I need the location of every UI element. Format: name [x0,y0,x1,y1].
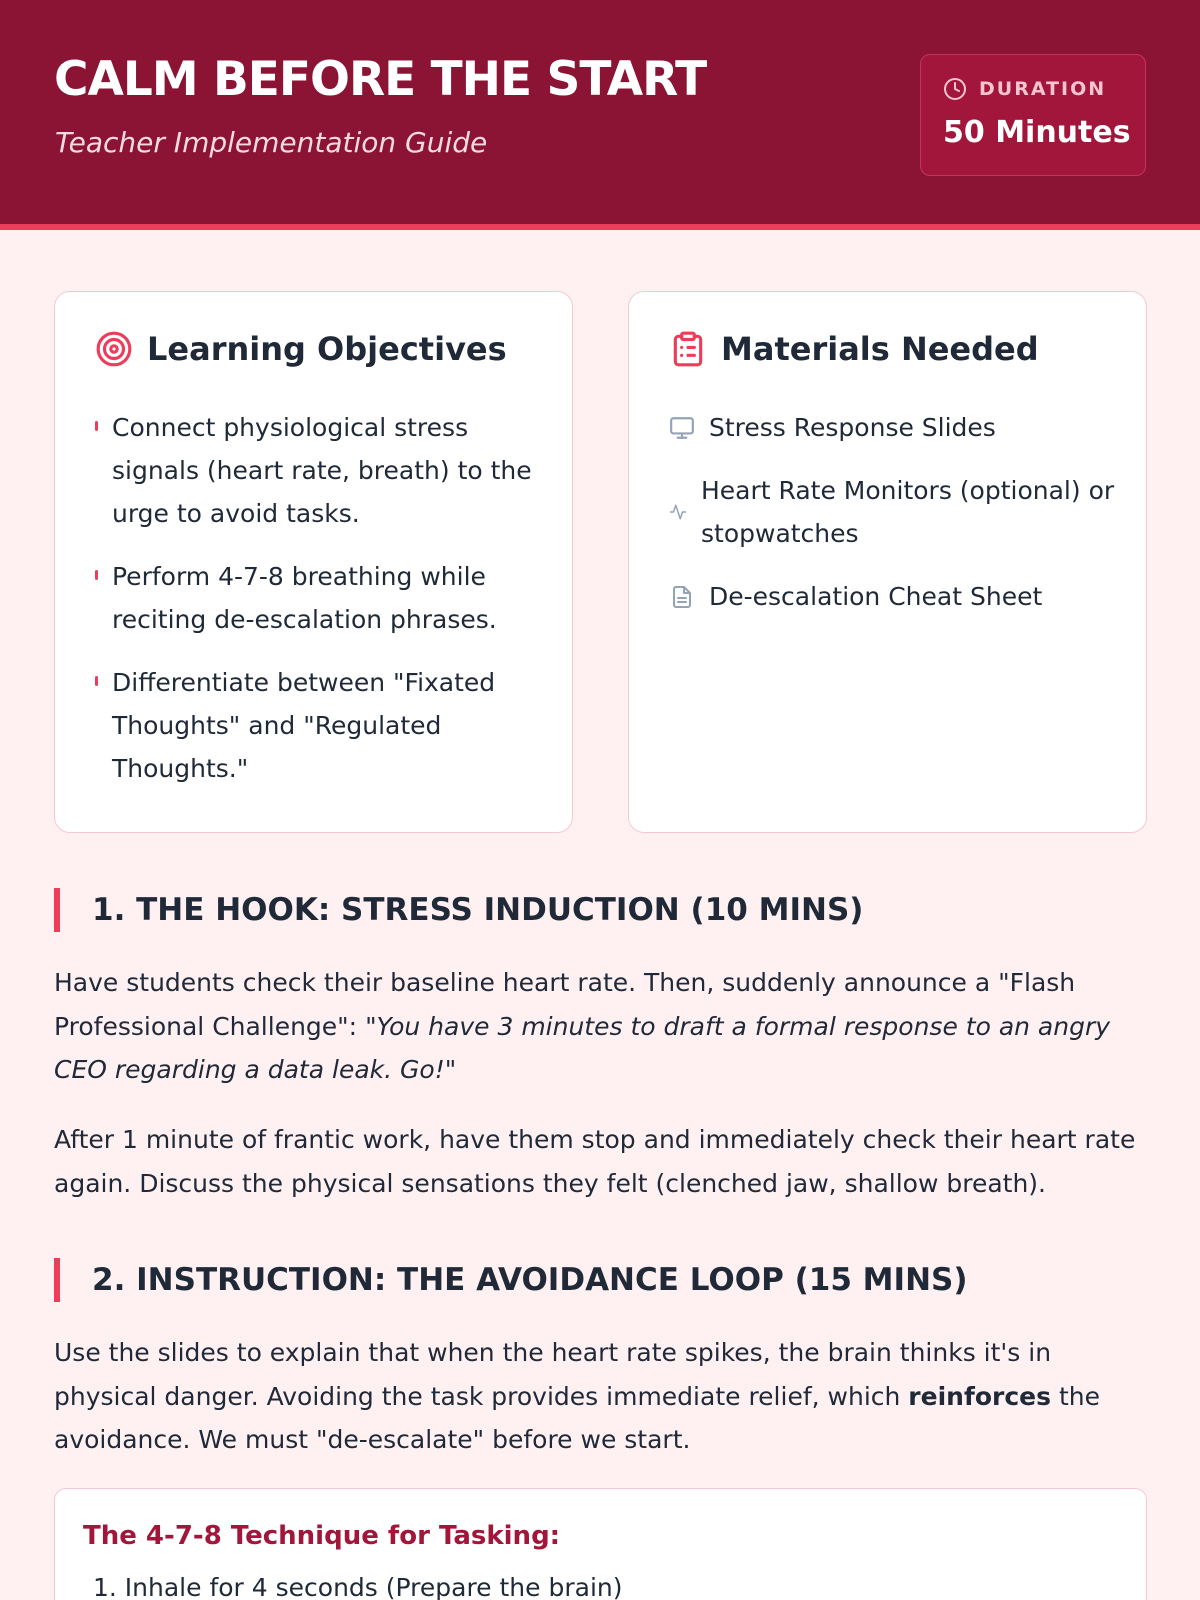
duration-value: 50 Minutes [943,115,1131,150]
section-1-p1-quote: "You have 3 minutes to draft a formal response to an angry CEO regarding a data leak. Go!" [54,1011,1111,1084]
material-item [669,406,1119,449]
page-subtitle: Teacher Implementation Guide [55,126,488,159]
clock-icon [943,77,967,101]
material-item [669,469,1119,555]
monitor-icon [669,415,695,441]
section-1-paragraph-1 [54,961,1149,1092]
section-2-p1-text: Use the slides to explain that when the heart rate spikes, the brain thinks it's in physical danger. Avoiding the task provides immediate relief, which [54,1338,1052,1411]
section-2-p1-bold: reinforces [908,1381,1051,1411]
materials-heading [669,330,1039,368]
objective-item: Connect physiological stress signals (heart rate, breath) to the urge to avoid tasks. [95,406,535,535]
materials-list [669,406,1119,638]
materials-card [628,291,1147,833]
target-icon [95,330,133,368]
section-1-paragraph-2: After 1 minute of frantic work, have them stop and immediately check their heart rate again. Discuss the physical sensations they felt (clenched jaw, shallow breath). [54,1125,1136,1198]
section-2-title: 2. INSTRUCTION: THE AVOIDANCE LOOP (15 MINS) [54,1258,968,1302]
objectives-card [54,291,573,833]
objective-item: Perform 4-7-8 breathing while reciting de-escalation phrases. [95,555,535,641]
duration-label: DURATION [979,78,1107,100]
section-1-p1-text: Have students check their baseline heart rate. Then, suddenly announce a "Flash Professional Challenge": [54,968,1076,1041]
duration-badge [920,54,1146,176]
technique-title: The 4-7-8 Technique for Tasking: [83,1521,561,1551]
clipboard-icon [669,330,707,368]
pulse-icon [669,503,687,521]
objective-item: Differentiate between "Fixated Thoughts" and "Regulated Thoughts." [95,661,535,790]
page-title: CALM BEFORE THE START [54,52,707,107]
page-header [0,0,1200,230]
section-1-title: 1. THE HOOK: STRESS INDUCTION (10 MINS) [54,888,863,932]
section-2-p1-end: the avoidance. We must "de-escalate" before we start. [54,1381,1100,1454]
objectives-list [95,406,535,810]
material-item [669,575,1119,618]
technique-step: 1. Inhale for 4 seconds (Prepare the brain) [93,1573,623,1600]
objectives-heading [95,330,507,368]
material-label: Stress Response Slides [709,413,996,442]
material-label: Heart Rate Monitors (optional) or stopwatches [701,476,1115,548]
materials-title: Materials Needed [721,330,1039,368]
technique-card [54,1488,1147,1600]
duration-label-row [943,77,1106,101]
objectives-title: Learning Objectives [147,330,507,368]
document-icon [670,585,694,609]
material-label: De-escalation Cheat Sheet [709,582,1043,611]
section-2-paragraph-1 [54,1331,1149,1462]
